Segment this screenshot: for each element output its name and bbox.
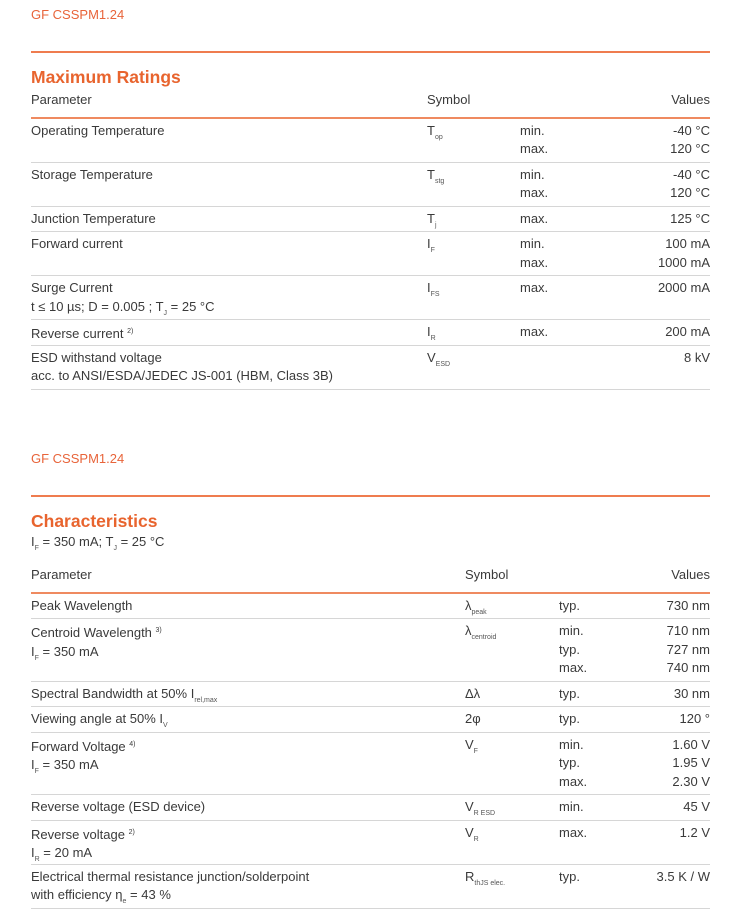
symbol-main: T <box>427 122 435 138</box>
parameter-cell <box>31 798 205 817</box>
text-segment: Reverse current <box>31 326 128 341</box>
qualifier: max. <box>520 324 549 339</box>
symbol-subscript: stg <box>434 177 445 185</box>
text-segment: = 25 °C <box>116 533 165 549</box>
value-cell <box>680 824 710 843</box>
symbol-main: R <box>465 868 475 884</box>
header-values: Values <box>671 566 710 582</box>
text-segment: Reverse voltage <box>31 826 129 842</box>
parameter-line <box>31 886 309 912</box>
symbol-subscript: op <box>434 133 443 141</box>
table-row <box>31 619 710 682</box>
qualifier: max. <box>520 210 549 226</box>
text-segment: Spectral Bandwidth at 50% I <box>31 685 195 701</box>
subscript: F <box>34 768 39 775</box>
qualifier-cell <box>520 235 548 272</box>
text-segment: = 350 mA <box>38 643 99 659</box>
header-symbol: Symbol <box>465 566 509 582</box>
test-condition <box>31 533 710 558</box>
parameter-cell <box>31 622 162 678</box>
table-row <box>31 733 710 796</box>
maximum-ratings-table <box>31 119 710 390</box>
subscript: R <box>34 856 40 863</box>
symbol-cell <box>427 122 443 148</box>
qualifier: max. <box>559 824 588 840</box>
text-segment: I <box>31 533 35 549</box>
qualifier-cell <box>520 166 548 203</box>
text-segment: = 43 % <box>126 887 171 902</box>
value-cell <box>670 166 710 203</box>
value: 1.95 V <box>672 755 710 770</box>
qualifier-cell <box>520 210 548 229</box>
symbol-subscript: F <box>430 247 435 254</box>
qualifier-cell <box>520 279 548 298</box>
symbol-subscript: thJS elec. <box>474 879 506 887</box>
value-cell <box>667 622 710 678</box>
section-title: Characteristics <box>31 510 158 531</box>
text-segment: I <box>31 643 35 659</box>
value: 3.5 K / W <box>656 868 710 884</box>
qualifier: min. <box>559 736 584 752</box>
symbol-cell <box>465 868 505 894</box>
parameter-line <box>31 736 136 757</box>
qualifier-cell <box>520 122 548 159</box>
text-segment: Forward Voltage <box>31 738 130 754</box>
table-row <box>31 232 710 276</box>
value-cell <box>684 349 710 368</box>
symbol-subscript: R <box>473 835 479 843</box>
text-segment: Electrical thermal resistance junction/solderpoint <box>31 868 310 884</box>
text-segment: = 25 °C <box>167 298 215 314</box>
parameter-cell <box>31 736 136 792</box>
symbol-main: λ <box>465 597 472 613</box>
parameter-cell <box>31 166 153 203</box>
value-cell <box>657 868 710 887</box>
subscript: F <box>34 654 39 662</box>
document-label: GF CSSPM1.24 <box>31 7 125 22</box>
value-cell <box>658 279 710 298</box>
symbol-cell <box>465 710 481 729</box>
symbol-main: V <box>427 349 436 365</box>
text-segment: Surge Current <box>31 280 113 295</box>
parameter-cell <box>31 710 168 729</box>
subscript: e <box>122 898 127 905</box>
value-cell <box>679 710 710 729</box>
symbol-cell <box>427 279 440 305</box>
header-parameter: Parameter <box>31 91 92 107</box>
parameter-line <box>31 210 156 229</box>
value: 200 mA <box>665 324 710 339</box>
text-segment: I <box>31 757 35 772</box>
value: 2000 mA <box>657 280 710 295</box>
table-row <box>31 865 710 909</box>
parameter-line <box>31 235 123 254</box>
symbol-cell <box>465 685 480 704</box>
symbol-subscript: F <box>473 747 478 755</box>
characteristics-table <box>31 594 710 909</box>
footnote-marker: 2) <box>127 328 134 335</box>
symbol-subscript: centroid <box>471 634 497 641</box>
parameter-cell <box>31 279 215 316</box>
value: 8 kV <box>683 349 710 365</box>
footnote-marker: 3) <box>155 627 162 634</box>
text-segment: Peak Wavelength <box>31 597 133 613</box>
table-header <box>31 566 710 594</box>
section-divider <box>31 51 710 53</box>
text-segment: Viewing angle at 50% I <box>31 711 164 726</box>
parameter-cell <box>31 122 164 159</box>
symbol-main: T <box>427 166 435 182</box>
document-label: GF CSSPM1.24 <box>31 451 125 466</box>
qualifier: min. <box>520 122 545 138</box>
table-row <box>31 795 710 821</box>
parameter-line <box>31 643 162 669</box>
qualifier-cell <box>559 597 580 616</box>
table-row <box>31 821 710 865</box>
subscript: J <box>113 544 117 552</box>
text-segment: Storage Temperature <box>31 166 153 182</box>
parameter-line <box>31 367 333 386</box>
parameter-cell <box>31 685 217 704</box>
symbol-cell <box>465 736 478 762</box>
text-segment: t ≤ 10 µs; D = 0.005 ; T <box>31 298 164 314</box>
value: 45 V <box>683 799 710 814</box>
parameter-cell <box>31 210 156 229</box>
qualifier: typ. <box>559 755 580 770</box>
qualifier: max. <box>520 185 549 200</box>
qualifier: min. <box>559 623 584 638</box>
symbol-subscript: R ESD <box>473 810 496 817</box>
qualifier: typ. <box>559 711 580 726</box>
maximum-ratings-section <box>31 7 710 390</box>
qualifier: max. <box>559 660 588 675</box>
value: 1.60 V <box>672 736 710 752</box>
text-segment: Forward current <box>31 236 123 251</box>
subscript: F <box>34 544 39 552</box>
text-segment: Junction Temperature <box>31 210 156 226</box>
value: -40 °C <box>673 166 710 182</box>
symbol-subscript: j <box>434 221 437 229</box>
text-segment: Centroid Wavelength <box>31 625 156 640</box>
value: 710 nm <box>666 623 710 638</box>
value: 2.30 V <box>672 773 710 789</box>
symbol-main: V <box>465 824 474 840</box>
qualifier: max. <box>520 141 549 156</box>
value-cell <box>658 235 710 272</box>
parameter-line <box>31 798 205 817</box>
table-row <box>31 119 710 163</box>
footnote-marker: 4) <box>129 740 136 748</box>
parameter-cell <box>31 235 123 272</box>
qualifier-cell <box>520 323 548 342</box>
qualifier-cell <box>559 710 580 729</box>
qualifier-cell <box>559 736 587 792</box>
symbol-main: I <box>427 236 431 251</box>
value: -40 °C <box>673 122 710 138</box>
parameter-line <box>31 122 164 141</box>
symbol-subscript: FS <box>430 291 440 298</box>
qualifier-cell <box>559 622 587 678</box>
table-header <box>31 91 710 119</box>
table-row <box>31 682 710 708</box>
qualifier-cell <box>559 798 584 817</box>
text-segment: with efficiency η <box>31 887 123 902</box>
symbol-cell <box>427 349 450 375</box>
value-cell <box>674 685 710 704</box>
value: 120 °C <box>670 141 710 156</box>
qualifier-cell <box>559 868 580 887</box>
parameter-line <box>31 756 136 782</box>
value-cell <box>670 210 710 229</box>
header-symbol: Symbol <box>427 91 471 107</box>
qualifier-cell <box>559 824 587 843</box>
table-row <box>31 207 710 233</box>
subscript: J <box>163 309 168 317</box>
table-row <box>31 594 710 620</box>
qualifier: typ. <box>559 685 580 701</box>
text-segment: = 20 mA <box>39 845 93 860</box>
value: 120 °C <box>670 185 710 200</box>
table-row <box>31 346 710 390</box>
symbol-main: V <box>465 736 474 752</box>
table-row <box>31 276 710 320</box>
table-row <box>31 163 710 207</box>
text-segment: I <box>31 845 35 860</box>
footnote-marker: 2) <box>128 828 135 836</box>
parameter-cell <box>31 824 135 861</box>
symbol-cell <box>465 824 479 850</box>
table-row <box>31 320 710 346</box>
subscript: V <box>163 722 168 729</box>
symbol-cell <box>427 235 435 261</box>
value-cell <box>667 597 710 616</box>
symbol-main: Δλ <box>465 685 481 701</box>
value: 740 nm <box>666 660 710 675</box>
qualifier: typ. <box>559 597 580 613</box>
header-values: Values <box>671 91 710 107</box>
text-segment: Operating Temperature <box>31 122 165 138</box>
value: 125 °C <box>670 210 710 226</box>
characteristics-section <box>31 451 710 909</box>
parameter-cell <box>31 323 133 342</box>
parameter-line <box>31 597 132 616</box>
qualifier: min. <box>559 799 584 814</box>
parameter-line <box>31 622 162 643</box>
value: 1.2 V <box>679 824 710 840</box>
symbol-main: 2φ <box>465 711 481 726</box>
text-segment: Reverse voltage (ESD device) <box>31 799 206 814</box>
parameter-cell <box>31 597 132 616</box>
parameter-line <box>31 279 215 298</box>
value: 30 nm <box>673 685 710 701</box>
qualifier: typ. <box>559 641 580 657</box>
qualifier: max. <box>559 773 588 789</box>
value-cell <box>672 736 710 792</box>
value: 100 mA <box>665 236 710 251</box>
text-segment: = 350 mA; T <box>38 533 114 549</box>
parameter-cell <box>31 868 309 905</box>
qualifier: max. <box>520 254 549 270</box>
value: 730 nm <box>666 597 710 613</box>
qualifier: min. <box>520 236 545 251</box>
text-segment: acc. to ANSI/ESDA/JEDEC JS-001 (HBM, Class 3B) <box>31 368 333 383</box>
header-parameter: Parameter <box>31 566 92 582</box>
symbol-main: I <box>427 324 431 339</box>
table-row <box>31 707 710 733</box>
qualifier: min. <box>520 166 545 182</box>
value: 727 nm <box>666 641 710 657</box>
symbol-cell <box>427 166 444 192</box>
symbol-main: λ <box>465 623 472 638</box>
symbol-cell <box>465 622 496 648</box>
symbol-subscript: R <box>430 335 436 342</box>
text-segment: = 350 mA <box>38 757 99 772</box>
qualifier-cell <box>559 685 580 704</box>
value-cell <box>683 798 710 817</box>
parameter-line <box>31 868 309 887</box>
parameter-line <box>31 166 153 185</box>
symbol-subscript: peak <box>471 608 487 616</box>
value: 1000 mA <box>657 254 710 270</box>
symbol-main: T <box>427 210 435 226</box>
parameter-line <box>31 323 133 344</box>
value: 120 ° <box>679 711 710 726</box>
parameter-line <box>31 824 135 845</box>
symbol-main: V <box>465 799 474 814</box>
qualifier: typ. <box>559 868 580 884</box>
qualifier: max. <box>520 280 549 295</box>
value-cell <box>665 323 710 342</box>
section-divider <box>31 495 710 497</box>
parameter-line <box>31 349 333 368</box>
symbol-subscript: ESD <box>435 360 451 368</box>
parameter-cell <box>31 349 333 386</box>
value-cell <box>670 122 710 159</box>
symbol-main: I <box>427 280 431 295</box>
subscript: rel,max <box>194 696 218 704</box>
section-title: Maximum Ratings <box>31 66 181 87</box>
text-segment: ESD withstand voltage <box>31 349 162 365</box>
